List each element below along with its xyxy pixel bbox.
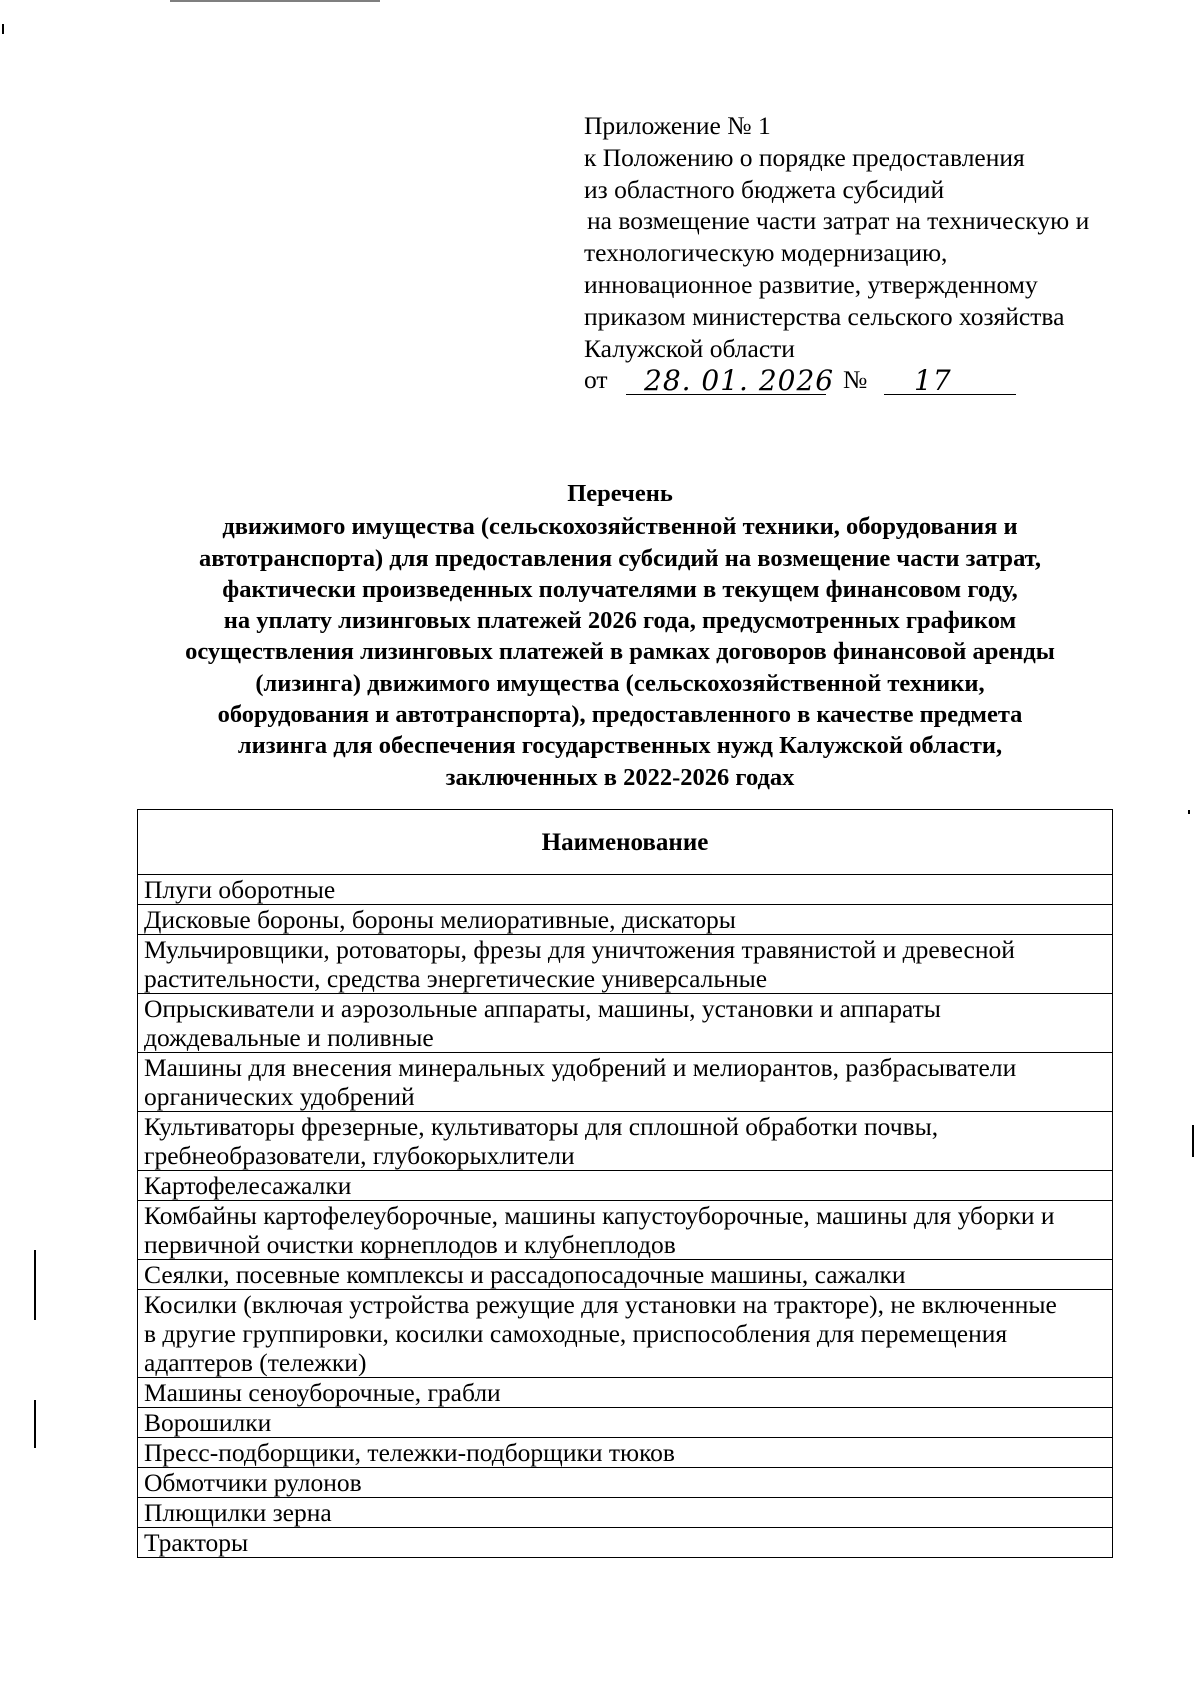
cell-text-line: в другие группировки, косилки самоходные, приспособления для перемещения <box>144 1319 1008 1348</box>
cell-text-line: Машины сеноуборочные, грабли <box>144 1378 501 1407</box>
document-title <box>100 478 1140 793</box>
cell-text-line: Плуги оборотные <box>144 875 336 904</box>
table-cell-name <box>138 1378 1113 1408</box>
appendix-line: приказом министерства сельского хозяйства <box>584 301 1065 331</box>
cell-text-line: Плющилки зерна <box>144 1498 332 1527</box>
table-cell-name <box>138 1201 1113 1260</box>
table-row <box>138 1378 1113 1408</box>
table-cell-name <box>138 905 1113 935</box>
table-row <box>138 1528 1113 1558</box>
scan-mark <box>1188 810 1190 814</box>
table-cell-name <box>138 1171 1113 1201</box>
scan-mark <box>1192 1125 1194 1157</box>
cell-text-line: Культиваторы фрезерные, культиваторы для сплошной обработки почвы, <box>144 1112 939 1141</box>
scan-mark <box>34 1400 36 1448</box>
table-row <box>138 1498 1113 1528</box>
table-row <box>138 1171 1113 1201</box>
cell-text-line: органических удобрений <box>144 1082 415 1111</box>
table-row <box>138 905 1113 935</box>
column-header-name: Наименование <box>138 810 1113 875</box>
scan-mark <box>34 1250 36 1320</box>
table-cell-name <box>138 994 1113 1053</box>
title-line: автотранспорта) для предоставления субсидий на возмещение части затрат, <box>199 544 1041 572</box>
cell-text-line: Пресс-подборщики, тележки-подборщики тюков <box>144 1438 675 1467</box>
table-cell-name <box>138 875 1113 905</box>
table-cell-name <box>138 1408 1113 1438</box>
table-row <box>138 1408 1113 1438</box>
table-cell-name <box>138 1053 1113 1112</box>
cell-text-line: Машины для внесения минеральных удобрений и мелиорантов, разбрасыватели <box>144 1053 1017 1082</box>
cell-text-line: растительности, средства энергетические универсальные <box>144 964 768 993</box>
table-row <box>138 1053 1113 1112</box>
table-row <box>138 875 1113 905</box>
title-line: осуществления лизинговых платежей в рамках договоров финансовой аренды <box>185 638 1055 666</box>
appendix-line: Калужской области <box>584 333 795 363</box>
title-line: лизинга для обеспечения государственных нужд Калужской области, <box>237 732 1003 760</box>
cell-text-line: Комбайны картофелеуборочные, машины капустоуборочные, машины для уборки и <box>144 1201 1055 1230</box>
cell-text-line: гребнеобразователи, глубокорыхлители <box>144 1141 575 1170</box>
table-row <box>138 1468 1113 1498</box>
cell-text-line: Ворошилки <box>144 1408 272 1437</box>
date-prefix: от <box>584 365 608 395</box>
equipment-table <box>137 809 1113 1558</box>
appendix-header <box>584 110 1144 398</box>
cell-text-line: дождевальные и поливные <box>144 1023 434 1052</box>
cell-text-line: Тракторы <box>144 1528 249 1557</box>
title-line: заключенных в 2022-2026 годах <box>445 763 795 791</box>
table-row <box>138 1112 1113 1171</box>
table-body <box>138 875 1113 1558</box>
appendix-line: к Положению о порядке предоставления <box>584 142 1025 172</box>
appendix-line: инновационное развитие, утвержденному <box>584 269 1038 299</box>
table-row <box>138 994 1113 1053</box>
order-date-line <box>584 364 1144 398</box>
date-field <box>626 363 835 397</box>
title-line: движимого имущества (сельскохозяйственной техники, оборудования и <box>222 513 1018 541</box>
table-row <box>138 1438 1113 1468</box>
appendix-line: Приложение № 1 <box>584 111 771 140</box>
number-field <box>884 364 1016 395</box>
table-cell-name <box>138 1438 1113 1468</box>
table-row <box>138 935 1113 994</box>
cell-text-line: адаптеров (тележки) <box>144 1348 367 1377</box>
table-cell-name <box>138 1290 1113 1378</box>
cell-text-line: первичной очистки корнеплодов и клубнеплодов <box>144 1230 676 1259</box>
table-cell-name <box>138 1528 1113 1558</box>
handwritten-number: 17 <box>914 363 952 397</box>
title-line: на уплату лизинговых платежей 2026 года, предусмотренных графиком <box>223 607 1017 635</box>
title-heading: Перечень <box>567 480 673 507</box>
table-cell-name <box>138 1260 1113 1290</box>
cell-text-line: Опрыскиватели и аэрозольные аппараты, машины, установки и аппараты <box>144 994 941 1023</box>
title-line: оборудования и автотранспорта), предоставленного в качестве предмета <box>217 701 1023 729</box>
title-line: (лизинга) движимого имущества (сельскохозяйственной техники, <box>255 669 985 697</box>
table-cell-name <box>138 1112 1113 1171</box>
appendix-line: технологическую модернизацию, <box>584 238 948 268</box>
cell-text-line: Картофелесажалки <box>144 1171 352 1200</box>
table-row <box>138 1260 1113 1290</box>
number-prefix: № <box>843 365 868 395</box>
table-row <box>138 1290 1113 1378</box>
cell-text-line: Мульчировщики, ротоваторы, фрезы для уничтожения травянистой и древесной <box>144 935 1015 964</box>
cell-text-line: Косилки (включая устройства режущие для установки на тракторе), не включенные <box>144 1290 1057 1319</box>
cell-text-line: Дисковые бороны, бороны мелиоративные, дискаторы <box>144 905 736 934</box>
cell-text-line: Сеялки, посевные комплексы и рассадопосадочные машины, сажалки <box>144 1260 906 1289</box>
scan-mark <box>170 0 380 2</box>
table-cell-name <box>138 1498 1113 1528</box>
handwritten-date: 28. 01. 2026 <box>644 363 835 397</box>
table-cell-name <box>138 935 1113 994</box>
appendix-line: на возмещение части затрат на техническую и <box>587 206 1090 236</box>
table-cell-name <box>138 1468 1113 1498</box>
cell-text-line: Обмотчики рулонов <box>144 1468 362 1497</box>
table-header-row <box>138 810 1113 875</box>
scan-mark <box>2 24 4 34</box>
title-line: фактически произведенных получателями в текущем финансовом году, <box>222 575 1018 603</box>
appendix-line: из областного бюджета субсидий <box>584 174 945 204</box>
table-row <box>138 1201 1113 1260</box>
